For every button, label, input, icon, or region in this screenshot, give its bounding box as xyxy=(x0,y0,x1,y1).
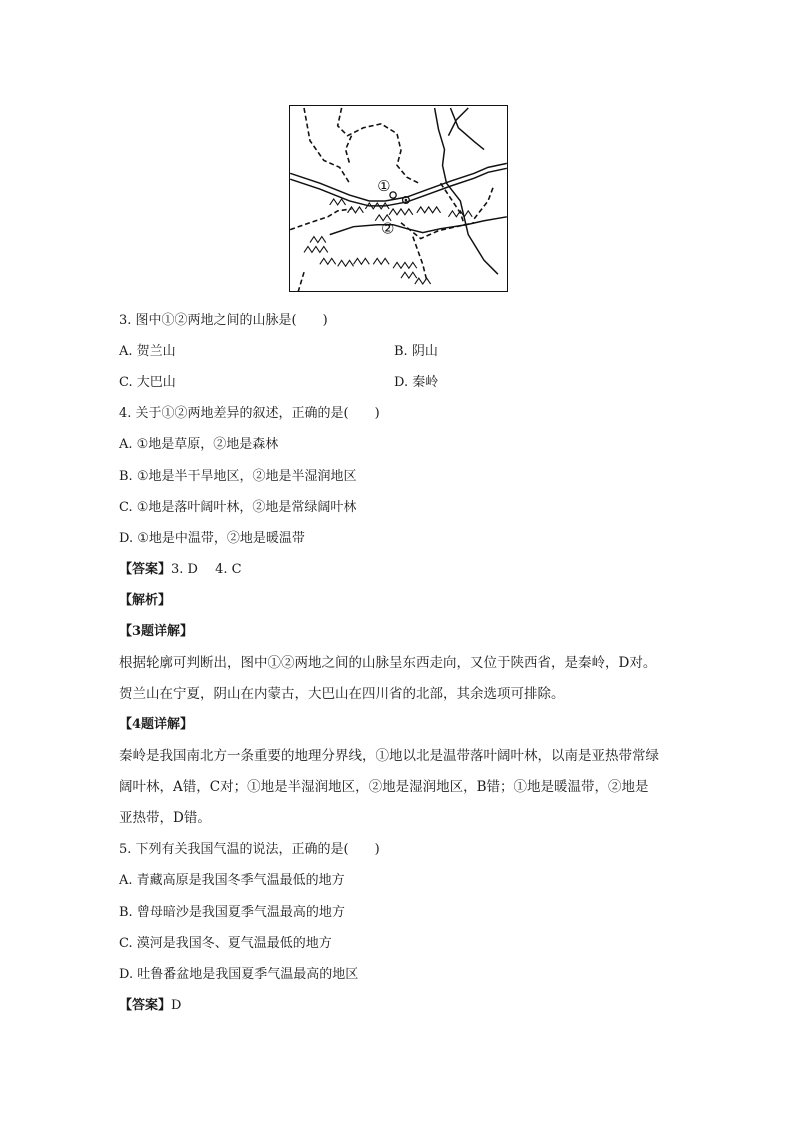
detail-4-line-1: 秦岭是我国南北方一条重要的地理分界线，①地以北是温带落叶阔叶林，以南是亚热带常绿 xyxy=(119,748,659,764)
q4-stem: 4. 关于①②两地差异的叙述，正确的是( ) xyxy=(119,406,380,421)
analysis-label: 【解析】 xyxy=(119,593,172,608)
answer-text: 3. D 4. C xyxy=(171,562,242,577)
detail-4-line-2: 阔叶林，A错，C对；①地是半湿润地区，②地是湿润地区，B错；①地是暖温带，②地是 xyxy=(119,779,649,795)
q5-option-d: D. 吐鲁番盆地是我国夏季气温最高的地区 xyxy=(119,967,359,982)
q5-option-c: C. 漠河是我国冬、夏气温最低的地方 xyxy=(119,936,332,951)
answer-label: 【答案】 xyxy=(119,562,172,577)
q5-option-b: B. 曾母暗沙是我国夏季气温最高的地方 xyxy=(119,905,345,920)
answer-label: 【答案】 xyxy=(119,998,172,1013)
map-figure xyxy=(289,105,508,292)
location-city-center xyxy=(405,199,408,202)
q4-option-b: B. ①地是半干旱地区，②地是半湿润地区 xyxy=(119,469,357,484)
rivers xyxy=(290,108,507,274)
map-drawing xyxy=(290,106,507,291)
location-1-dot xyxy=(390,192,396,198)
detail-4-line-3: 亚热带，D错。 xyxy=(119,810,211,826)
detail-3-label: 【3题详解】 xyxy=(119,624,194,639)
q3-option-c: C. 大巴山 xyxy=(119,375,176,390)
answer-block-2 xyxy=(119,997,181,1015)
detail-3-line-1: 根据轮廓可判断出，图中①②两地之间的山脉呈东西走向，又位于陕西省，是秦岭，D对。 xyxy=(119,655,657,671)
q4-option-c: C. ①地是落叶阔叶林，②地是常绿阔叶林 xyxy=(119,500,357,515)
answer-block-1 xyxy=(119,561,242,579)
q5-option-a: A. 青藏高原是我国冬季气温最低的地方 xyxy=(119,873,345,888)
answer-text: D xyxy=(171,998,182,1013)
q4-option-d: D. ①地是中温带，②地是暖温带 xyxy=(119,531,305,546)
marker-2: ② xyxy=(381,220,395,238)
q3-option-b: B. 阴山 xyxy=(394,344,438,359)
mountain-symbols xyxy=(304,199,472,284)
q3-option-d: D. 秦岭 xyxy=(394,375,439,390)
q3-stem: 3. 图中①②两地之间的山脉是( ) xyxy=(119,313,328,328)
marker-1: ① xyxy=(377,178,391,196)
q3-option-a: A. 贺兰山 xyxy=(119,344,176,359)
detail-3-line-2: 贺兰山在宁夏，阴山在内蒙古，大巴山在四川省的北部，其余选项可排除。 xyxy=(119,686,565,702)
q4-option-a: A. ①地是草原，②地是森林 xyxy=(119,437,279,452)
q5-stem: 5. 下列有关我国气温的说法，正确的是( ) xyxy=(119,842,380,857)
detail-4-label: 【4题详解】 xyxy=(119,717,194,732)
